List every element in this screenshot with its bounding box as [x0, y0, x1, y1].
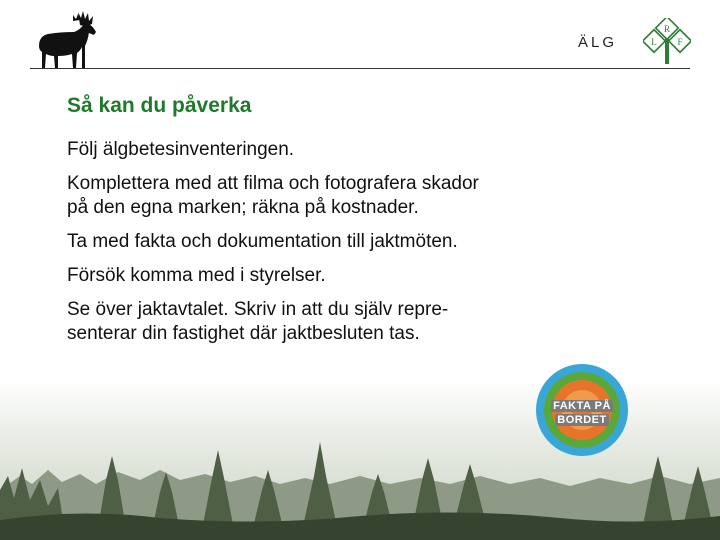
logo-letter-f: F [677, 37, 683, 47]
badge-line-1 [535, 400, 629, 412]
logo-letter-l: L [651, 37, 657, 47]
badge-line-1-label: FAKTA PÅ [553, 400, 611, 412]
slide-title: Så kan du påverka [67, 94, 252, 117]
badge-line-2-label: BORDET [557, 414, 607, 426]
logo-letter-r: R [663, 24, 671, 34]
paragraph-1: Följ älgbetesinventeringen. [67, 139, 295, 160]
brand-word: ÄLG [578, 34, 618, 51]
paragraph-2: Komplettera med att filma och fotografera skador på den egna marken; räkna på kostnader. [67, 173, 479, 218]
slide-body [67, 138, 627, 356]
paragraph-3: Ta med fakta och dokumentation till jaktmöten. [67, 231, 458, 252]
header-divider [30, 68, 690, 69]
lrf-logo-icon [643, 18, 691, 66]
paragraph-5: Se över jaktavtalet. Skriv in att du själv repre- senterar din fastighet där jaktbesluten tas. [67, 299, 449, 344]
paragraph-4: Försök komma med i styrelser. [67, 265, 326, 286]
moose-icon [34, 8, 104, 70]
badge-line-2 [535, 414, 629, 426]
